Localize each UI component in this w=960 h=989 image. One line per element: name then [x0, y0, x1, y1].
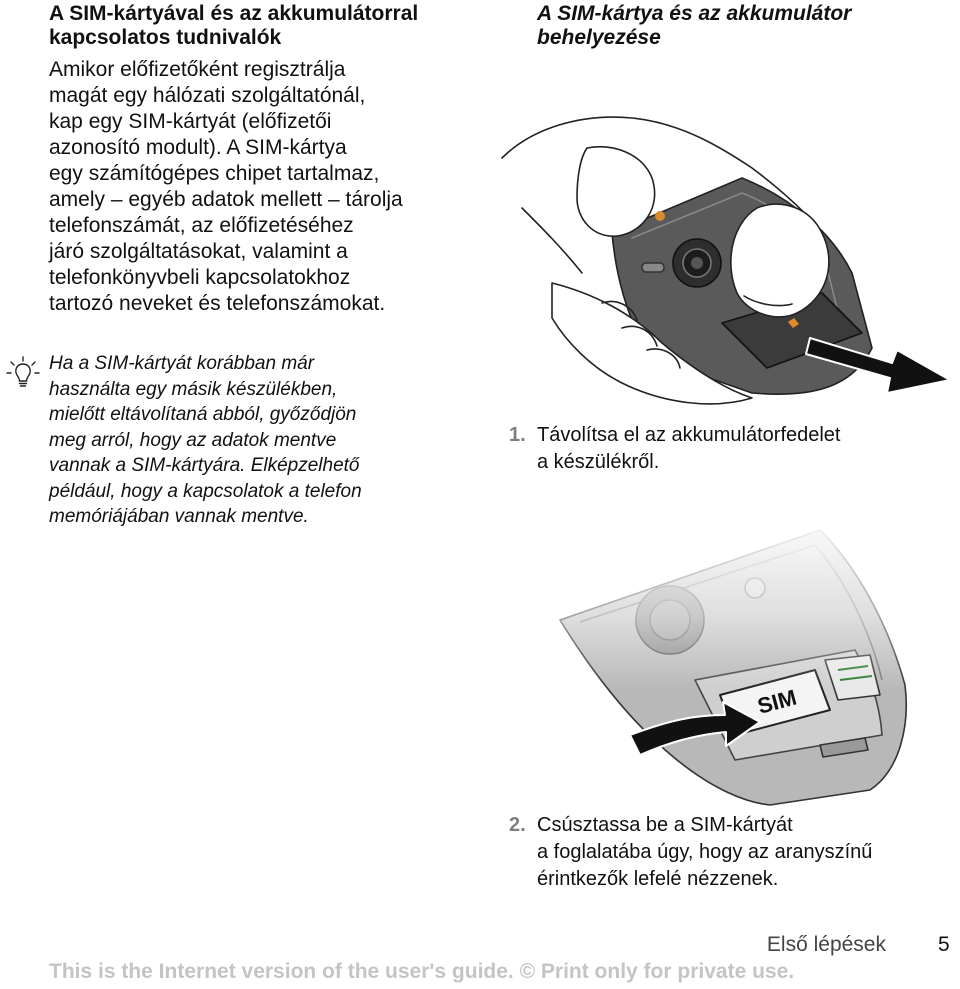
body-line: azonosító modult). A SIM-kártya: [49, 136, 347, 159]
footer-section-title: Első lépések: [766, 933, 886, 956]
body-line: kap egy SIM-kártyát (előfizetői: [49, 110, 332, 133]
step-line: érintkezők lefelé nézzenek.: [537, 868, 779, 890]
section-heading-line: kapcsolatos tudnivalók: [49, 26, 282, 49]
section-heading: [49, 2, 479, 50]
body-line: magát egy hálózati szolgáltatónál,: [49, 84, 366, 107]
body-paragraph: [49, 57, 469, 317]
footer-notice: This is the Internet version of the user's guide. © Print only for private use.: [49, 960, 795, 983]
tip-line: használta egy másik készülékben,: [49, 378, 338, 400]
tip-note: [49, 351, 449, 530]
step-number: 1.: [509, 424, 526, 446]
tip-line: mielőtt eltávolítaná abból, győződjön: [49, 404, 357, 425]
body-line: tartozó neveket és telefonszámokat.: [49, 292, 386, 315]
tip-line: például, hogy a kapcsolatok a telefon: [49, 480, 362, 502]
lightbulb-icon: [6, 356, 40, 390]
tip-line: meg arról, hogy az adatok mentve: [49, 429, 337, 451]
remove-battery-cover-illustration: [492, 58, 960, 410]
body-line: járó szolgáltatásokat, valamint a: [49, 240, 348, 263]
section-heading-line: A SIM-kártyával és az akkumulátorral: [49, 2, 419, 25]
body-line: amely – egyéb adatok mellett – tárolja: [49, 188, 403, 211]
step-number: 2.: [509, 814, 526, 836]
tip-line: memóriájában vannak mentve.: [49, 506, 309, 527]
step-line: Csúsztassa be a SIM-kártyát: [537, 814, 793, 836]
tip-line: vannak a SIM-kártyára. Elképzelhető: [49, 455, 360, 476]
body-line: telefonszámát, az előfizetéséhez: [49, 214, 354, 237]
step-line: a foglalatába úgy, hogy az aranyszínű: [537, 841, 873, 863]
step-instruction: [537, 812, 947, 893]
subsection-heading: [537, 2, 947, 50]
body-line: Amikor előfizetőként regisztrálja: [49, 58, 346, 81]
step-line: Távolítsa el az akkumulátorfedelet: [537, 424, 841, 446]
step-line: a készülékről.: [537, 451, 660, 473]
subsection-heading-line: behelyezése: [537, 26, 661, 49]
page-number: 5: [938, 933, 950, 956]
body-line: telefonkönyvbeli kapcsolatokhoz: [49, 266, 351, 289]
tip-line: Ha a SIM-kártyát korábban már: [49, 353, 315, 374]
body-line: egy számítógépes chipet tartalmaz,: [49, 162, 380, 185]
insert-sim-card-illustration: [520, 510, 960, 810]
step-instruction: [537, 422, 937, 476]
subsection-heading-line: A SIM-kártya és az akkumulátor: [537, 2, 852, 25]
